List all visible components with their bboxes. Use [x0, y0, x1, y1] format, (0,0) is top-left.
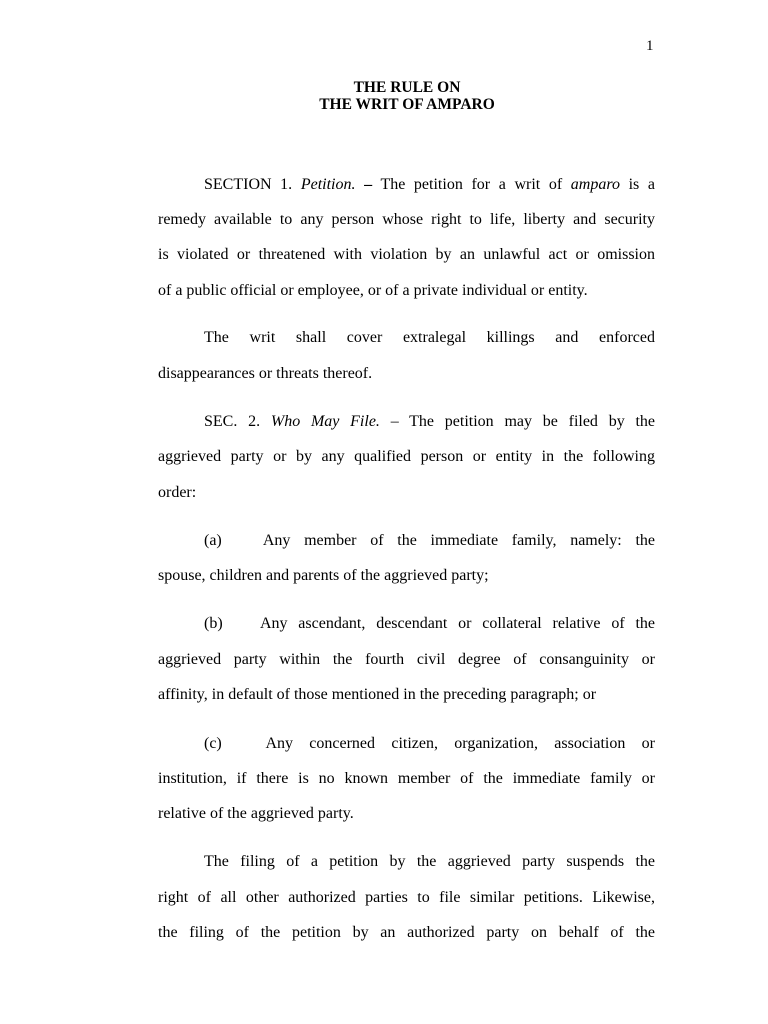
sec1-para2-line-2: disappearances or threats thereof.	[158, 365, 373, 382]
sec1-dash: –	[364, 176, 373, 193]
item-b-line-1	[204, 614, 655, 634]
sec2-line-1	[204, 412, 655, 432]
item-a-label: (a)	[204, 532, 222, 549]
sec1-line-3: is violated or threatened with violation by an unlawful act or omission	[158, 246, 655, 263]
filing-line-3: the filing of the petition by an authorized party on behalf of the	[158, 924, 655, 941]
title-line-1: THE RULE ON	[353, 79, 461, 96]
sec1-text-a: The petition for a writ of	[380, 176, 563, 193]
item-c-label: (c)	[204, 735, 222, 752]
filing-line-1: The filing of a petition by the aggrieved party suspends the	[204, 853, 655, 870]
item-c-line-2: institution, if there is no known member of the immediate family or	[158, 770, 655, 787]
item-c-text: Any concerned citizen, organization, association or	[265, 735, 656, 752]
item-b-line-2: aggrieved party within the fourth civil degree of consanguinity or	[158, 651, 655, 668]
item-c-line-3: relative of the aggrieved party.	[158, 805, 354, 822]
sec2-line-2: aggrieved party or by any qualified person or entity in the following	[158, 448, 655, 465]
item-b-line-3: affinity, in default of those mentioned in the preceding paragraph; or	[158, 686, 597, 703]
sec1-caption: Petition.	[300, 176, 356, 193]
item-c-line-1	[204, 734, 655, 754]
sec1-para2-line-1: The writ shall cover extralegal killings and enforced	[204, 329, 655, 346]
item-b-text: Any ascendant, descendant or collateral relative of the	[259, 615, 655, 632]
title-line-2: THE WRIT OF AMPARO	[319, 96, 495, 113]
filing-line-2: right of all other authorized parties to file similar petitions. Likewise,	[158, 889, 655, 906]
sec2-heading: SEC. 2.	[204, 413, 261, 430]
sec1-line-2: remedy available to any person whose right to life, liberty and security	[158, 211, 655, 228]
item-a-line-2: spouse, children and parents of the aggrieved party;	[158, 567, 489, 584]
sec2-text: – The petition may be filed by the	[390, 413, 656, 430]
page-number: 1	[646, 38, 654, 54]
document-title	[0, 79, 768, 113]
sec1-text-b: is a	[628, 176, 656, 193]
item-b-label: (b)	[204, 615, 223, 632]
sec1-line-4: of a public official or employee, or of a private individual or entity.	[158, 282, 588, 299]
item-a-text: Any member of the immediate family, namely: the	[262, 532, 655, 549]
sec1-amparo: amparo	[570, 176, 620, 193]
sec2-line-3: order:	[158, 484, 197, 501]
item-a-line-1	[204, 531, 655, 551]
sec2-caption: Who May File.	[270, 413, 380, 430]
sec1-line-1	[204, 175, 655, 195]
sec1-heading: SECTION 1.	[204, 176, 293, 193]
